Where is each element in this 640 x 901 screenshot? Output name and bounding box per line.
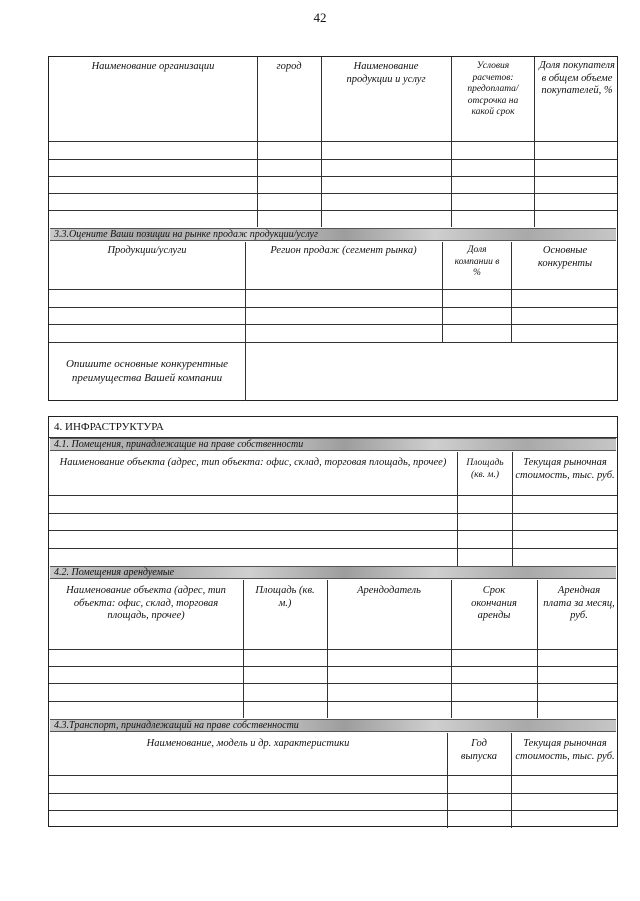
- header-rented-area: Площадь (кв. м.): [255, 585, 315, 609]
- section-4-1-title-band: [50, 438, 616, 451]
- header-owned-object-name: Наименование объекта (адрес, тип объекта: офис, склад, торговая площадь, прочее): [59, 457, 447, 468]
- section-4-1-title: 4.1. Помещения, принадлежащие на праве собственности: [54, 439, 304, 450]
- table-row: [49, 210, 617, 211]
- header-owned-area: Площадь (кв. м.): [466, 458, 504, 480]
- table-row: [49, 701, 617, 702]
- table-row: [49, 775, 617, 776]
- header-landlord: Арендодатель: [357, 585, 421, 596]
- table-row: [49, 683, 617, 684]
- table-row: [49, 810, 617, 811]
- competitive-advantages-label: Опишите основные конкурентные преимущества Вашей компании: [65, 358, 229, 384]
- table-row: [49, 141, 617, 142]
- header-products-services: Наименование продукции и услуг: [346, 61, 426, 85]
- table-row: [49, 289, 617, 290]
- header-lease-end: Срок окончания аренды: [471, 585, 517, 621]
- infrastructure-form: [48, 416, 618, 827]
- section-4-3-title: 4.3.Транспорт, принадлежащий на праве собственности: [54, 720, 299, 731]
- section-4-2-title-band: [50, 566, 616, 579]
- table-row: [49, 159, 617, 160]
- header-main-competitors: Основные конкуренты: [537, 245, 593, 269]
- header-buyer-share: Доля покупателя в общем объеме покупателей, %: [539, 60, 615, 96]
- table-row: [49, 176, 617, 177]
- table-row: [49, 649, 617, 650]
- header-payment-terms: Условия расчетов: предоплата/ отсрочка на какой срок: [467, 61, 519, 117]
- table-row: [49, 666, 617, 667]
- section-4-3-title-band: [50, 719, 616, 732]
- table-row: [49, 548, 617, 549]
- header-vehicle-description: Наименование, модель и др. характеристики: [146, 738, 350, 749]
- buyers-and-market-form: [48, 56, 618, 401]
- header-owned-market-value: Текущая рыночная стоимость, тыс. руб.: [515, 457, 615, 481]
- table-row: [49, 342, 617, 343]
- table-row: [49, 193, 617, 194]
- header-rented-object-name: Наименование объекта (адрес, тип объекта: офис, склад, торговая площадь, прочее): [66, 585, 226, 621]
- header-vehicle-market-value: Текущая рыночная стоимость, тыс. руб.: [515, 738, 615, 762]
- header-company-share: Доля компании в %: [454, 245, 500, 278]
- header-organization-name: Наименование организации: [91, 61, 215, 72]
- section-3-3-title-band: [50, 228, 616, 241]
- table-row: [49, 324, 617, 325]
- header-monthly-rent: Арендная плата за месяц, руб.: [543, 585, 615, 621]
- table-row: [49, 793, 617, 794]
- section-4-title: 4. ИНФРАСТРУКТУРА: [54, 421, 164, 433]
- table-row: [49, 530, 617, 531]
- header-city: город: [276, 61, 302, 72]
- table-row: [49, 513, 617, 514]
- table-row: [49, 495, 617, 496]
- table-row: [49, 307, 617, 308]
- section-3-3-title: 3.3.Оцените Ваши позиции на рынке продаж продукции/услуг: [54, 229, 318, 240]
- page-number: 42: [313, 10, 327, 25]
- section-4-2-title: 4.2. Помещения арендуемые: [54, 567, 175, 578]
- header-sales-region: Регион продаж (сегмент рынка): [270, 245, 417, 256]
- header-vehicle-year: Год выпуска: [460, 738, 498, 762]
- header-products: Продукции/услуги: [107, 245, 187, 256]
